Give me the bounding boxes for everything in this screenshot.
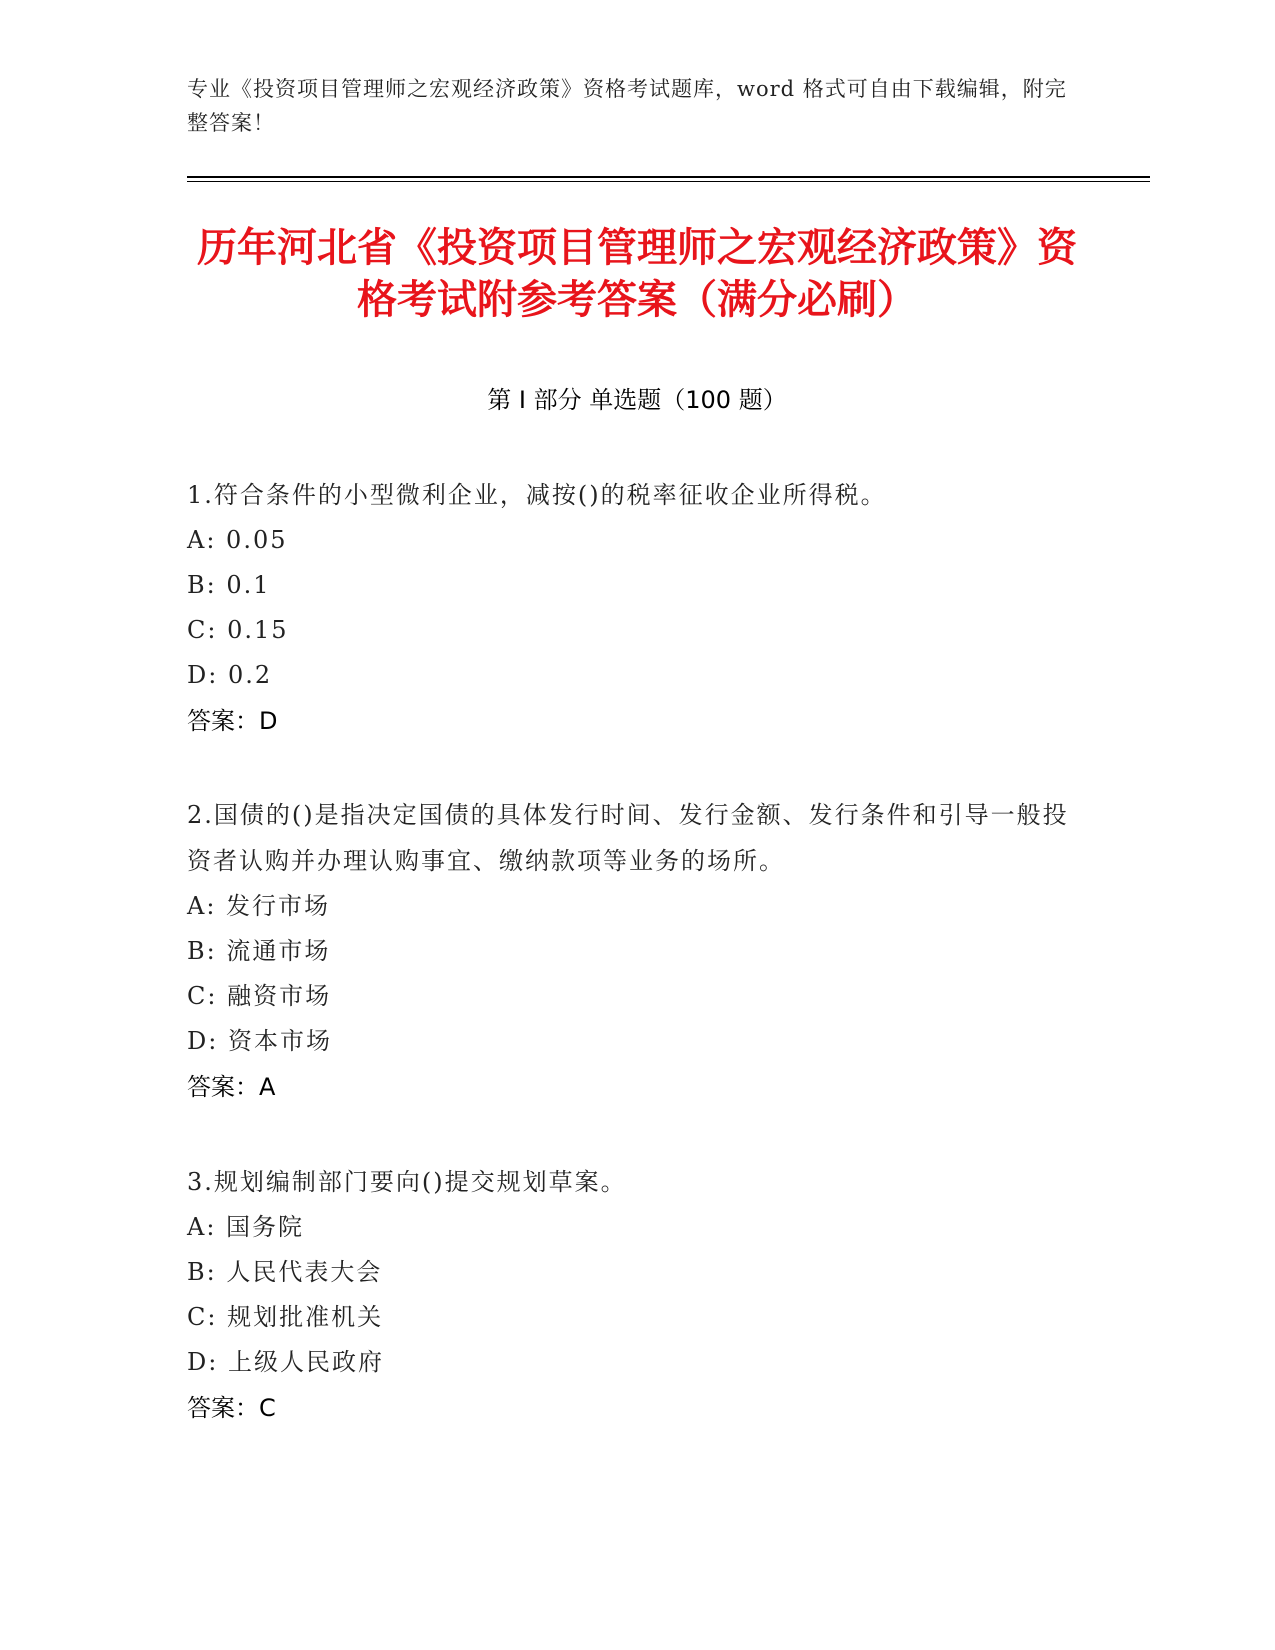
option-b: B: 流通市场 — [187, 937, 331, 965]
option-a: A: 国务院 — [187, 1213, 305, 1241]
answer: 答案：A — [187, 1073, 276, 1101]
option-c: C: 0.15 — [187, 616, 289, 644]
option-d: D: 上级人民政府 — [187, 1348, 384, 1376]
option-d: D: 资本市场 — [187, 1027, 332, 1055]
answer: 答案：C — [187, 1394, 276, 1422]
header-rule-thin — [187, 181, 1150, 182]
question-3 — [187, 1159, 1087, 1431]
question-stem: 1.符合条件的小型微利企业，减按()的税率征收企业所得税。 — [187, 481, 887, 509]
document-title: 历年河北省《投资项目管理师之宏观经济政策》资格考试附参考答案（满分必刷） — [197, 225, 1077, 323]
option-c: C: 融资市场 — [187, 982, 332, 1010]
question-2 — [187, 792, 1087, 1110]
option-b: B: 人民代表大会 — [187, 1258, 383, 1286]
question-stem: 2.国债的()是指决定国债的具体发行时间、发行金额、发行条件和引导一般投资者认购并办理认购事宜、缴纳款项等业务的场所。 — [187, 801, 1069, 875]
option-a: A: 发行市场 — [187, 892, 331, 920]
option-a: A: 0.05 — [187, 526, 288, 554]
answer: 答案：D — [187, 707, 278, 735]
question-stem: 3.规划编制部门要向()提交规划草案。 — [187, 1168, 627, 1196]
header-note: 专业《投资项目管理师之宏观经济政策》资格考试题库，word 格式可自由下载编辑，附完整答案！ — [187, 77, 1067, 135]
option-b: B: 0.1 — [187, 571, 271, 599]
option-c: C: 规划批准机关 — [187, 1303, 384, 1331]
header-rule-thick — [187, 176, 1150, 178]
question-1 — [187, 472, 1087, 744]
option-d: D: 0.2 — [187, 661, 273, 689]
section-title: 第 I 部分 单选题（100 题） — [487, 386, 787, 414]
